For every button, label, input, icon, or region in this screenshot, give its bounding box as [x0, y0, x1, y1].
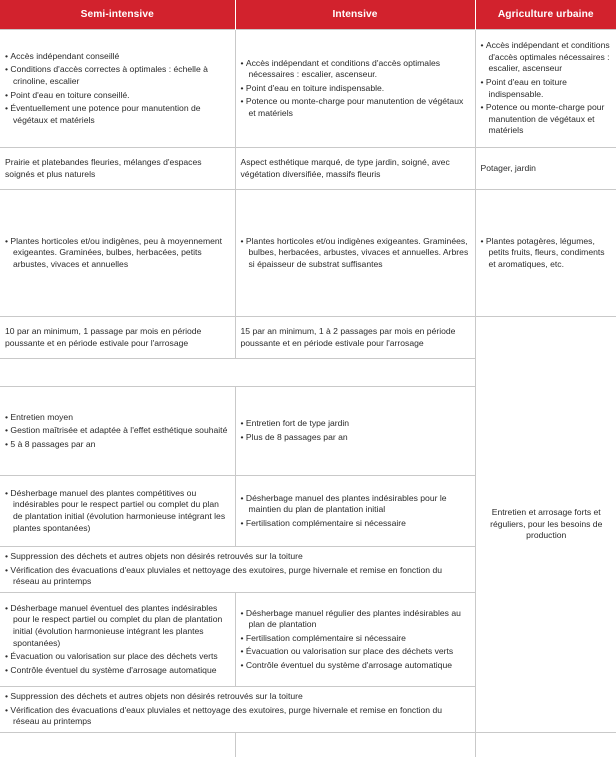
cell-cleanup-2 [0, 687, 475, 733]
table-row-plants [0, 190, 616, 317]
cell-aspect-semi [0, 148, 235, 190]
table-row-aspect [0, 148, 616, 190]
bullet-list [5, 412, 231, 451]
list-item: • Entretien fort de type jardin [241, 418, 471, 430]
bullet-list [241, 418, 471, 443]
list-item: • Accès indépendant et conditions d'accès optimales nécessaires : escalier, ascenseur. [241, 58, 471, 81]
list-item: • Accès indépendant conseillé [5, 51, 231, 63]
list-item: • Désherbage manuel des plantes compétitives ou indésirables pour le respect partiel ou complet du plan de plantation initial (évolution harmonieuse intégrant les plantes spontanées) [5, 488, 231, 534]
cell-maintenance-intensive [235, 387, 475, 476]
list-item: • Désherbage manuel des plantes indésirables pour le maintien du plan de plantation initial [241, 493, 471, 516]
cell-weeding-intensive [235, 476, 475, 547]
minimum-intensive-text: 15 par an minimum, 1 à 2 passages par mois en période poussante et en période estivale pour l'arrosage [240, 325, 456, 348]
list-item: • Potence ou monte-charge pour manutention de végétaux et matériels [481, 102, 613, 137]
cell-aspect-intensive [235, 148, 475, 190]
list-item: • Plantes potagères, légumes, petits fruits, fleurs, condiments et aromatiques, etc. [481, 236, 613, 271]
bullet-list [241, 493, 471, 530]
urban-maintenance-text: Entretien et arrosage forts et réguliers, pour les besoins de production [490, 507, 603, 541]
aspect-intensive-text: Aspect esthétique marqué, de type jardin, soigné, avec végétation diversifiée, massifs fleuris [240, 156, 450, 179]
list-item: • Plantes horticoles et/ou indigènes, peu à moyennement exigeantes. Graminées, bulbes, herbacées, petits arbustes, vivaces et annuelles [5, 236, 231, 271]
cell-cleanup-1 [0, 547, 475, 593]
cell-access-semi [0, 30, 235, 148]
bullet-list [5, 236, 231, 271]
bullet-list [241, 58, 471, 120]
list-item: • Plantes horticoles et/ou indigènes exigeantes. Graminées, bulbes, herbacées, arbustes, vivaces et annuelles. Arbres si épaisseur de substrat suffisantes [241, 236, 471, 271]
cell-minimum-semi [0, 317, 235, 359]
cell-tail-semi [0, 732, 235, 757]
bullet-list [241, 236, 471, 271]
cell-plants-semi [0, 190, 235, 317]
bullet-list [5, 691, 471, 728]
minimum-semi-text: 10 par an minimum, 1 passage par mois en période poussante et en période estivale pour l'arrosage [5, 325, 202, 348]
cell-access-intensive [235, 30, 475, 148]
table-header-row [0, 0, 616, 30]
list-item: • Évacuation ou valorisation sur place des déchets verts [241, 646, 471, 658]
bullet-list [481, 40, 613, 137]
list-item: • Gestion maîtrisée et adaptée à l'effet esthétique souhaité [5, 425, 231, 437]
cell-urban-maintenance [475, 317, 616, 733]
list-item: • Vérification des évacuations d'eaux pluviales et nettoyage des exutoires, purge hivernale et remise en fonction du réseau au printemps [5, 565, 471, 588]
cell-tail-intensive [235, 732, 475, 757]
bullet-list [241, 608, 471, 672]
cell-tail-urban [475, 732, 616, 757]
table-row-minimum-visits [0, 317, 616, 359]
aspect-urban-text: Potager, jardin [480, 162, 536, 173]
list-item: • Conditions d'accès correctes à optimales : échelle à crinoline, escalier [5, 64, 231, 87]
header-urban-agriculture: Agriculture urbaine [475, 0, 616, 30]
list-item: • Entretien moyen [5, 412, 231, 424]
list-item: • Éventuellement une potence pour manutention de végétaux et matériels [5, 103, 231, 126]
list-item: • Fertilisation complémentaire si nécessaire [241, 633, 471, 645]
list-item: • Contrôle éventuel du système d'arrosage automatique [241, 660, 471, 672]
list-item: • Fertilisation complémentaire si nécessaire [241, 518, 471, 530]
cell-plants-urban [475, 190, 616, 317]
header-intensive: Intensive [235, 0, 475, 30]
cell-access-urban [475, 30, 616, 148]
aspect-semi-text: Prairie et platebandes fleuries, mélanges d'espaces soignés et plus naturels [5, 156, 202, 179]
list-item: • 5 à 8 passages par an [5, 439, 231, 451]
cell-weeding2-semi [0, 593, 235, 687]
table-row-access [0, 30, 616, 148]
cell-weeding2-intensive [235, 593, 475, 687]
cell-blank [0, 359, 475, 387]
bullet-list [5, 51, 231, 127]
bullet-list [5, 603, 231, 677]
cell-maintenance-semi [0, 387, 235, 476]
list-item: • Contrôle éventuel du système d'arrosage automatique [5, 665, 231, 677]
table-row-tail [0, 732, 616, 757]
bullet-list [481, 236, 613, 271]
list-item: • Désherbage manuel éventuel des plantes indésirables pour le respect partiel ou complet du plan de plantation initial (évolution harmonieuse intégrant les plantes spontanées) [5, 603, 231, 649]
cell-aspect-urban [475, 148, 616, 190]
bullet-list [5, 488, 231, 534]
header-semi-intensive: Semi-intensive [0, 0, 235, 30]
list-item: • Plus de 8 passages par an [241, 432, 471, 444]
list-item: • Point d'eau en toiture indispensable. [481, 77, 613, 100]
list-item: • Point d'eau en toiture conseillé. [5, 90, 231, 102]
list-item: • Point d'eau en toiture indispensable. [241, 83, 471, 95]
list-item: • Potence ou monte-charge pour manutention de végétaux et matériels [241, 96, 471, 119]
cell-weeding-semi [0, 476, 235, 547]
cell-plants-intensive [235, 190, 475, 317]
list-item: • Suppression des déchets et autres objets non désirés retrouvés sur la toiture [5, 691, 471, 703]
cell-minimum-intensive [235, 317, 475, 359]
list-item: • Évacuation ou valorisation sur place des déchets verts [5, 651, 231, 663]
list-item: • Accès indépendant et conditions d'accès optimales nécessaires : escalier, ascenseur [481, 40, 613, 75]
list-item: • Désherbage manuel régulier des plantes indésirables au plan de plantation [241, 608, 471, 631]
list-item: • Suppression des déchets et autres objets non désirés retrouvés sur la toiture [5, 551, 471, 563]
bullet-list [5, 551, 471, 588]
list-item: • Vérification des évacuations d'eaux pluviales et nettoyage des exutoires, purge hivernale et remise en fonction du réseau au printemps [5, 705, 471, 728]
